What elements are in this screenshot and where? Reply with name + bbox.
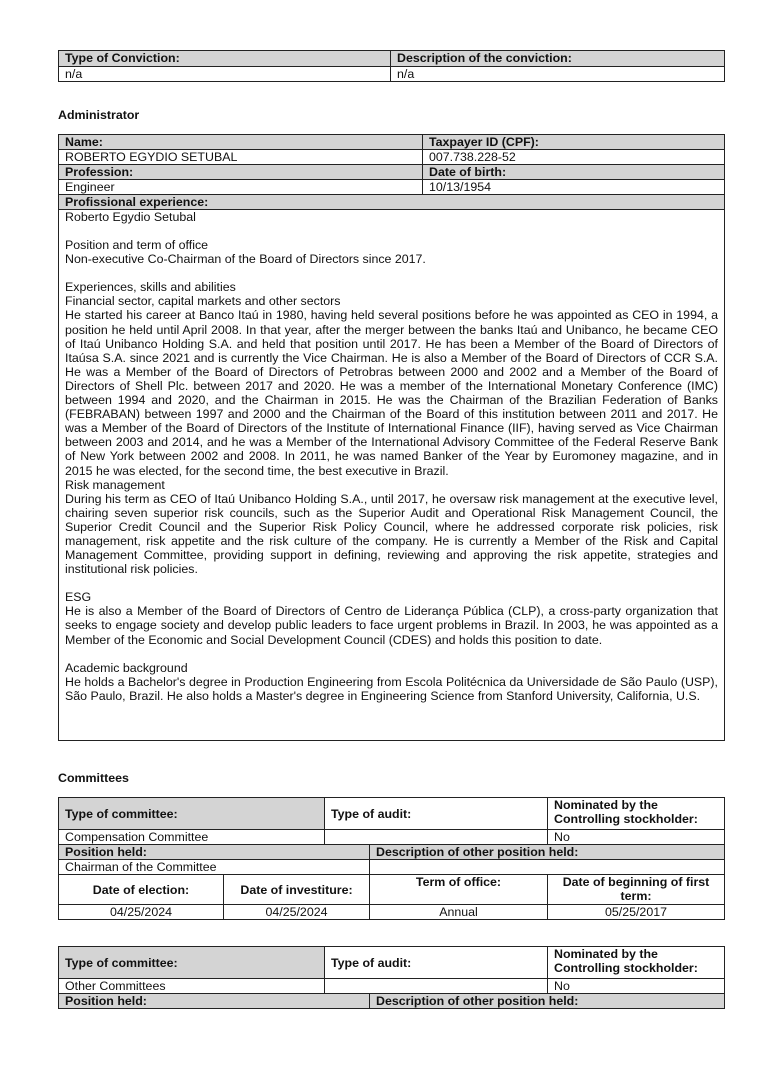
committee-table-1 (58, 797, 725, 920)
career-text: He started his career at Banco Itaú in 1980, having held several positions before he was appointed as CEO in 1994, a position he held until April 2008. In that year, after the merger between the banks Itaú and Unibanco, he became CEO of Itaú Unibanco Holding S.A. and held that position until 2017. He has been a Member of the Board of Directors of Itaúsa S.A. since 2021 and is currently the Vice Chairman. He is also a Member of the Board of Directors of CCR S.A. He was a Member of the Board of Directors of Petrobras between 2000 and 2002 and a Member of the Board of Directors of Shell Plc. between 2017 and 2020. He was a member of the International Monetary Conference (IMC) between 1994 and 2020, and the Chairman in 2015. He was the Chairman of the Brazilian Federation of Banks (FEBRABAN) between 1997 and 2000 and the Chairman of the Board of this institution between 2011 and 2017. He was a Member of the Board of Directors of the Institute of International Finance (IIF), having served as Vice Chairman between 2003 and 2014, and he was a Member of the International Advisory Committee of the Federal Reserve Bank of New York between 2002 and 2008. In 2011, he was named Banker of the Year by Euromoney magazine, and in 2015 he was elected, for the second time, the best executive in Brazil. (65, 308, 718, 478)
committee-table-2 (58, 946, 725, 1009)
cpf-label: Taxpayer ID (CPF): (423, 135, 725, 150)
academic-text: He holds a Bachelor's degree in Production Engineering from Escola Politécnica da Universidade de São Paulo (USP), São Paulo, Brazil. He also holds a Master's degree in Engineering Science from Stanford University, California, U.S. (65, 674, 718, 703)
nominated-value: No (548, 979, 725, 994)
conviction-type-value: n/a (59, 67, 391, 82)
election-label: Date of election: (59, 875, 224, 905)
administrator-table (58, 134, 725, 741)
risk-text: During his term as CEO of Itaú Unibanco Holding S.A., until 2017, he oversaw risk management at the executive level, chairing seven superior risk councils, such as the Superior Audit and Operational Risk Management Council, the Superior Credit Council and the Superior Risk Policy Council, where he addressed corporate risk policies, risk management, risk appetite and the risk culture of the company. He is currently a Member of the Risk and Capital Management Committee, providing support in defining, reviewing and approving the risk appetite, strategies and institutional risk policies. (65, 491, 718, 577)
committee-type-label: Type of committee: (59, 798, 325, 830)
conviction-desc-value: n/a (391, 67, 725, 82)
experience-name: Roberto Egydio Setubal (65, 210, 196, 224)
other-position-value (370, 860, 725, 875)
experience-body (59, 210, 725, 741)
academic-heading: Academic background (65, 660, 188, 675)
audit-type-label: Type of audit: (325, 947, 548, 979)
esg-heading: ESG (65, 590, 92, 605)
committee-type-value: Compensation Committee (59, 830, 325, 845)
dob-value: 10/13/1954 (423, 180, 725, 195)
committee-type-label: Type of committee: (59, 947, 325, 979)
election-value: 04/25/2024 (59, 905, 224, 920)
position-held-label: Position held: (59, 845, 370, 860)
esg-text: He is also a Member of the Board of Directors of Centro de Liderança Pública (CLP), a cross-party organization that seeks to engage society and develop public leaders to face urgent problems in Brazil. In 2003, he was appointed as a Member of the Economic and Social Development Council (CDES) and holds this position to date. (65, 604, 718, 647)
nominated-label: Nominated by the Controlling stockholder: (548, 798, 725, 830)
nominated-label: Nominated by the Controlling stockholder: (548, 947, 725, 979)
audit-type-label: Type of audit: (325, 798, 548, 830)
position-heading: Position and term of office (65, 238, 209, 253)
term-label: Term of office: (370, 875, 548, 905)
audit-type-value (325, 979, 548, 994)
position-text: Non-executive Co-Chairman of the Board of Directors since 2017. (65, 252, 426, 267)
nominated-value: No (548, 830, 725, 845)
position-held-label: Position held: (59, 994, 370, 1009)
dob-label: Date of birth: (423, 165, 725, 180)
committees-heading: Committees (58, 771, 129, 785)
term-value: Annual (370, 905, 548, 920)
experience-label: Profissional experience: (59, 195, 725, 210)
first-term-value: 05/25/2017 (548, 905, 725, 920)
risk-heading: Risk management (65, 477, 165, 492)
investiture-label: Date of investiture: (224, 875, 370, 905)
position-held-value: Chairman of the Committee (59, 860, 370, 875)
investiture-value: 04/25/2024 (224, 905, 370, 920)
cpf-value: 007.738.228-52 (423, 150, 725, 165)
name-value: ROBERTO EGYDIO SETUBAL (59, 150, 423, 165)
conviction-type-label: Type of Conviction: (59, 51, 391, 67)
other-position-label: Description of other position held: (370, 994, 725, 1009)
conviction-desc-label: Description of the conviction: (391, 51, 725, 67)
name-label: Name: (59, 135, 423, 150)
skills-heading: Experiences, skills and abilities (65, 280, 236, 295)
first-term-label: Date of beginning of first term: (548, 875, 725, 905)
administrator-heading: Administrator (58, 108, 140, 122)
conviction-table (58, 50, 725, 82)
committee-type-value: Other Committees (59, 979, 325, 994)
audit-type-value (325, 830, 548, 845)
sector-heading: Financial sector, capital markets and other sectors (65, 294, 341, 309)
profession-value: Engineer (59, 180, 423, 195)
other-position-label: Description of other position held: (370, 845, 725, 860)
profession-label: Profession: (59, 165, 423, 180)
